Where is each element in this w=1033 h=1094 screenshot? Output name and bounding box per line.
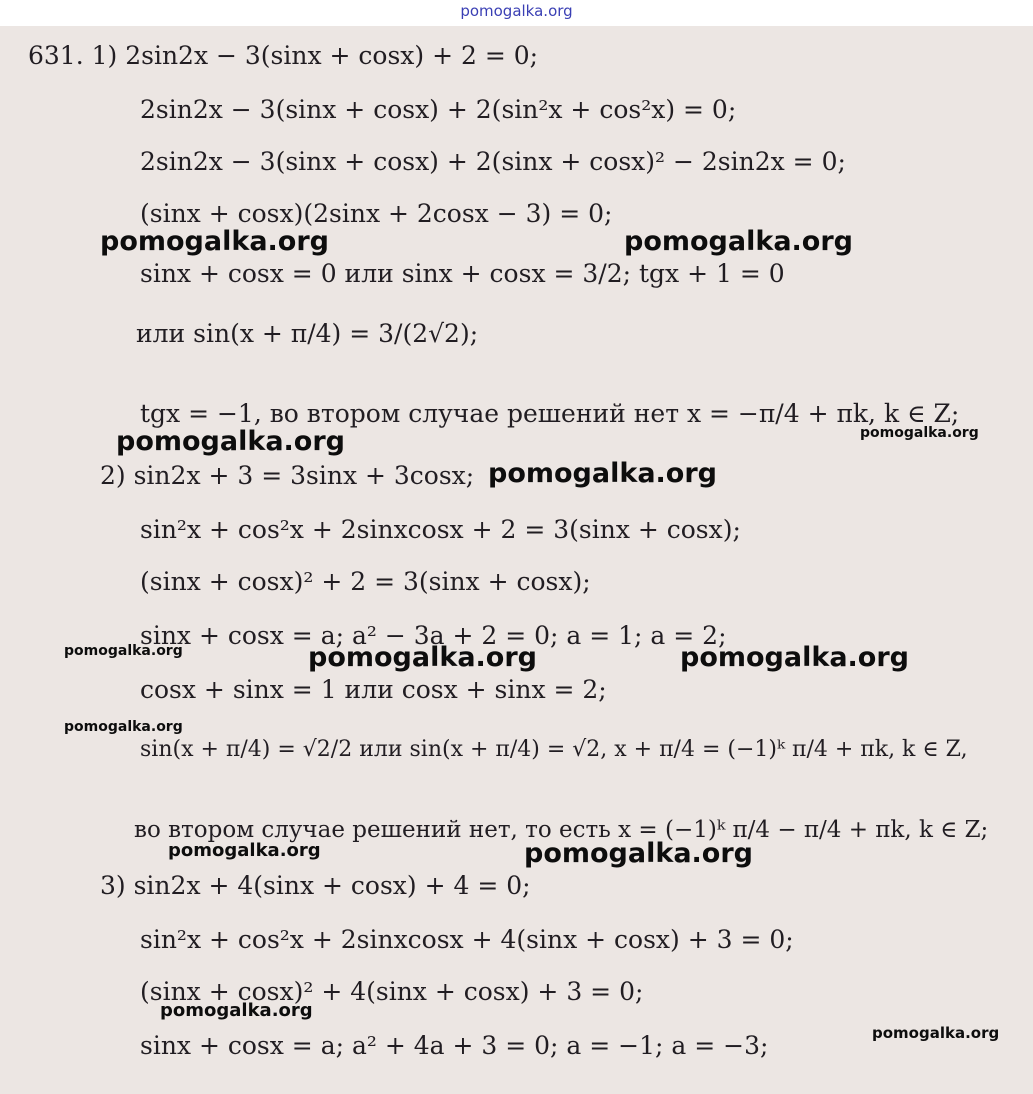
watermark: pomogalka.org (680, 642, 909, 673)
watermark: pomogalka.org (64, 719, 183, 735)
solution-line: 3) sin2x + 4(sinx + cosx) + 4 = 0; (100, 871, 531, 900)
watermark: pomogalka.org (160, 1000, 313, 1021)
solution-line: (sinx + cosx)² + 4(sinx + cosx) + 3 = 0; (140, 977, 644, 1006)
watermark: pomogalka.org (860, 425, 979, 441)
top-bar (0, 0, 1033, 26)
watermark: pomogalka.org (168, 840, 321, 861)
solution-line: 631. 1) 2sin2x − 3(sinx + cosx) + 2 = 0; (28, 41, 539, 70)
watermark: pomogalka.org (64, 643, 183, 659)
solution-line: sinx + cosx = 0 или sinx + cosx = 3/2; tgx + 1 = 0 (140, 259, 785, 288)
solution-line: sin²x + cos²x + 2sinxcosx + 2 = 3(sinx + cosx); (140, 515, 741, 544)
solution-line: tgx = −1, во втором случае решений нет x = −π/4 + πk, k ∈ Z; (140, 399, 960, 428)
watermark: pomogalka.org (100, 226, 329, 257)
solution-line: sin²x + cos²x + 2sinxcosx + 4(sinx + cosx) + 3 = 0; (140, 925, 794, 954)
solution-line: 2) sin2x + 3 = 3sinx + 3cosx; (100, 461, 475, 490)
watermark: pomogalka.org (308, 642, 537, 673)
solution-line: во втором случае решений нет, то есть x = (−1)ᵏ π/4 − π/4 + πk, k ∈ Z; (134, 817, 989, 843)
solution-line: cosx + sinx = 1 или cosx + sinx = 2; (140, 675, 607, 704)
watermark: pomogalka.org (872, 1024, 1000, 1042)
solution-line: (sinx + cosx)(2sinx + 2cosx − 3) = 0; (140, 199, 613, 228)
solution-line: (sinx + cosx)² + 2 = 3(sinx + cosx); (140, 567, 591, 596)
site-link[interactable]: pomogalka.org (460, 2, 573, 20)
watermark: pomogalka.org (116, 426, 345, 457)
solution-line: 2sin2x − 3(sinx + cosx) + 2(sinx + cosx)² − 2sin2x = 0; (140, 147, 846, 176)
watermark: pomogalka.org (524, 838, 753, 869)
watermark: pomogalka.org (624, 226, 853, 257)
solution-line: sin(x + π/4) = √2/2 или sin(x + π/4) = √2, x + π/4 = (−1)ᵏ π/4 + πk, k ∈ Z, (140, 737, 968, 762)
watermark: pomogalka.org (488, 458, 717, 489)
solution-line: sinx + cosx = a; a² − 3a + 2 = 0; a = 1; a = 2; (140, 621, 727, 650)
solution-line: или sin(x + π/4) = 3/(2√2); (136, 319, 479, 348)
solution-line: 2sin2x − 3(sinx + cosx) + 2(sin²x + cos²x) = 0; (140, 95, 737, 124)
solution-line: sinx + cosx = a; a² + 4a + 3 = 0; a = −1; a = −3; (140, 1031, 769, 1060)
